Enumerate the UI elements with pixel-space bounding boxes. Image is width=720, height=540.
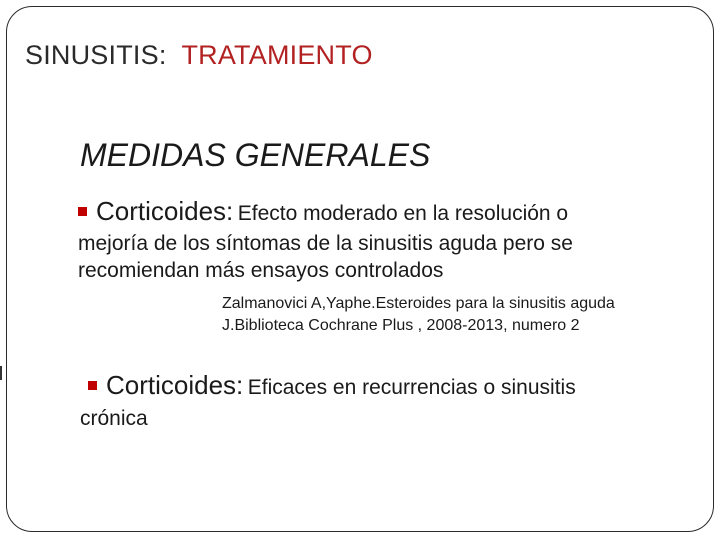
bullet-continuation: mejoría de los síntomas de la sinusitis aguda pero se (78, 232, 573, 255)
bullet-keyword: Corticoides: (106, 370, 244, 400)
bullet-text: Efecto moderado en la resolución o (237, 202, 569, 225)
bullet-item-1 (78, 196, 678, 284)
citation-line: Zalmanovici A,Yaphe.Esteroides para la sinusitis aguda (222, 295, 615, 312)
bullet-item-2 (80, 370, 680, 431)
square-bullet-icon (78, 207, 87, 216)
citation-reference (222, 293, 615, 337)
bullet-continuation: crónica (80, 407, 148, 430)
edge-marker (0, 366, 2, 380)
bullet-continuation: recomiendan más ensayos controlados (78, 259, 444, 282)
title-prefix: SINUSITIS: (25, 40, 167, 70)
square-bullet-icon (88, 381, 97, 390)
bullet-text: Eficaces en recurrencias o sinusitis (247, 376, 576, 399)
slide-title (25, 40, 373, 71)
bullet-keyword: Corticoides: (96, 196, 234, 226)
section-subheading: MEDIDAS GENERALES (80, 137, 431, 173)
citation-line: J.Biblioteca Cochrane Plus , 2008-2013, numero 2 (222, 317, 580, 334)
title-highlight: TRATAMIENTO (181, 40, 373, 70)
